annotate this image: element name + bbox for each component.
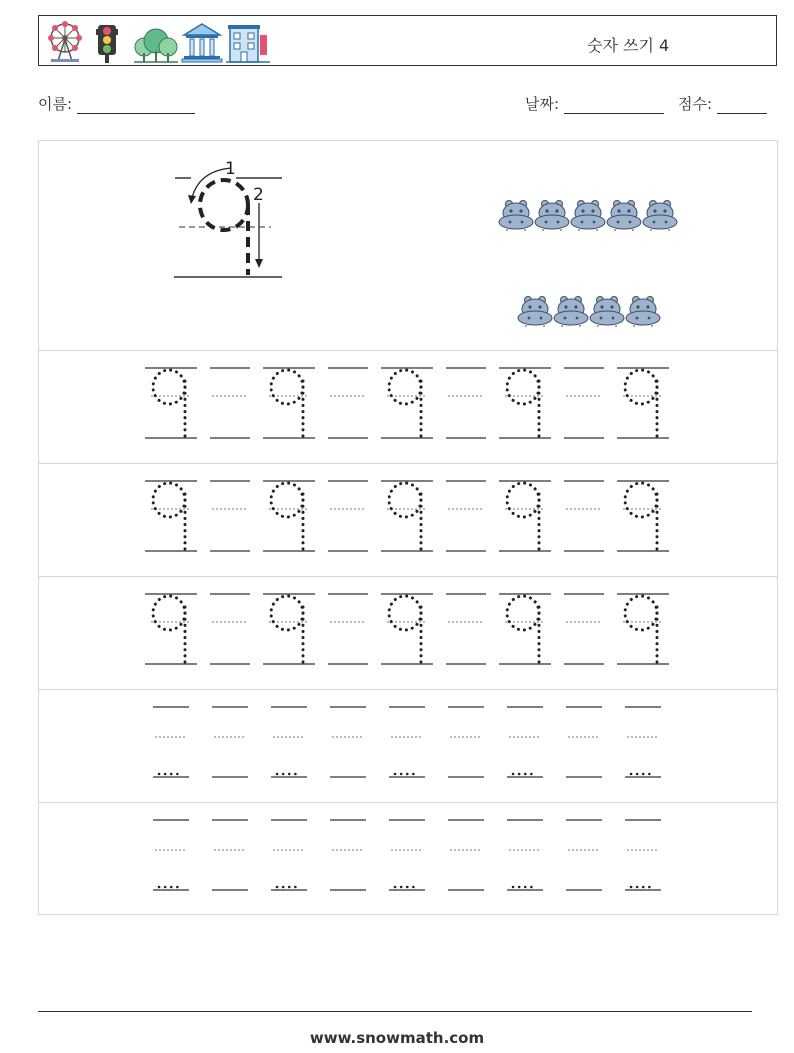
trace-digit-9[interactable] [499, 368, 551, 438]
blank-writing-box[interactable] [389, 820, 425, 890]
footer-divider [38, 1011, 752, 1012]
blank-writing-box[interactable] [446, 481, 486, 551]
blank-writing-box[interactable] [446, 368, 486, 438]
blank-writing-box[interactable] [564, 481, 604, 551]
date-blank[interactable] [564, 97, 664, 114]
date-field [525, 93, 664, 114]
hippo-icon [518, 297, 552, 328]
stroke-label-2: 2 [253, 185, 264, 205]
hippo-icon [535, 201, 569, 232]
blank-writing-box[interactable] [328, 481, 368, 551]
score-label: 점수: [678, 95, 713, 113]
trace-digit-9[interactable] [381, 594, 433, 664]
blank-writing-box[interactable] [210, 368, 250, 438]
trace-row-canvas [39, 351, 777, 464]
worksheet-grid [38, 140, 778, 915]
trace-digit-9[interactable] [263, 481, 315, 551]
blank-writing-box[interactable] [566, 820, 602, 890]
blank-writing-box[interactable] [448, 707, 484, 777]
blank-writing-box[interactable] [625, 707, 661, 777]
score-field [678, 93, 767, 114]
trace-row-canvas [39, 577, 777, 690]
blank-writing-box[interactable] [210, 481, 250, 551]
hippo-icon [607, 201, 641, 232]
blank-row-canvas [39, 690, 777, 803]
name-label: 이름: [38, 95, 73, 113]
blank-writing-box[interactable] [330, 820, 366, 890]
trace-digit-9[interactable] [263, 594, 315, 664]
blank-writing-box[interactable] [625, 820, 661, 890]
hippo-icon [554, 297, 588, 328]
trace-digit-9[interactable] [145, 368, 197, 438]
trace-digit-9[interactable] [617, 481, 669, 551]
blank-writing-box[interactable] [507, 820, 543, 890]
hippo-icon [571, 201, 605, 232]
trace-row-canvas [39, 464, 777, 577]
header-icons [44, 19, 274, 63]
trace-row-1 [39, 350, 777, 464]
trace-row-3 [39, 576, 777, 690]
blank-writing-box[interactable] [153, 707, 189, 777]
score-blank[interactable] [717, 97, 767, 114]
blank-writing-box[interactable] [446, 594, 486, 664]
blank-writing-box[interactable] [212, 707, 248, 777]
trace-digit-9[interactable] [617, 594, 669, 664]
trace-digit-9[interactable] [381, 481, 433, 551]
blank-writing-box[interactable] [153, 820, 189, 890]
blank-writing-box[interactable] [507, 707, 543, 777]
hippo-icon [499, 201, 533, 232]
example-canvas [39, 141, 777, 350]
blank-writing-box[interactable] [564, 594, 604, 664]
example-row [39, 141, 777, 350]
blank-writing-box[interactable] [271, 707, 307, 777]
trace-digit-9[interactable] [145, 481, 197, 551]
hippo-icon [643, 201, 677, 232]
blank-writing-box[interactable] [389, 707, 425, 777]
trace-digit-9[interactable] [499, 594, 551, 664]
name-field [38, 93, 195, 114]
worksheet-title: 숫자 쓰기 4 [587, 36, 670, 55]
blank-writing-box[interactable] [328, 368, 368, 438]
ferris-wheel-icon [48, 21, 82, 62]
trace-digit-9[interactable] [381, 368, 433, 438]
trace-digit-9[interactable] [499, 481, 551, 551]
blank-writing-box[interactable] [448, 820, 484, 890]
date-label: 날짜: [525, 95, 560, 113]
blank-writing-box[interactable] [564, 368, 604, 438]
trace-row-2 [39, 463, 777, 577]
blank-writing-box[interactable] [330, 707, 366, 777]
blank-writing-box[interactable] [271, 820, 307, 890]
footer-url[interactable]: www.snowmath.com [309, 1029, 485, 1047]
trees-icon [134, 29, 178, 62]
trace-digit-9[interactable] [263, 368, 315, 438]
hippo-icon [590, 297, 624, 328]
stroke-label-1: 1 [225, 159, 236, 179]
museum-icon [182, 24, 222, 62]
blank-row-canvas [39, 803, 777, 916]
worksheet-header [38, 15, 777, 66]
building-icon [226, 25, 270, 62]
name-blank[interactable] [77, 97, 195, 114]
hippo-picture-group [499, 201, 677, 328]
blank-writing-box[interactable] [210, 594, 250, 664]
blank-writing-box[interactable] [328, 594, 368, 664]
blank-writing-box[interactable] [212, 820, 248, 890]
traffic-light-icon [96, 25, 118, 63]
trace-digit-9[interactable] [617, 368, 669, 438]
stroke-order-digit [174, 159, 282, 277]
blank-writing-box[interactable] [566, 707, 602, 777]
hippo-icon [626, 297, 660, 328]
blank-row-1 [39, 689, 777, 803]
trace-digit-9[interactable] [145, 594, 197, 664]
blank-row-2 [39, 802, 777, 915]
